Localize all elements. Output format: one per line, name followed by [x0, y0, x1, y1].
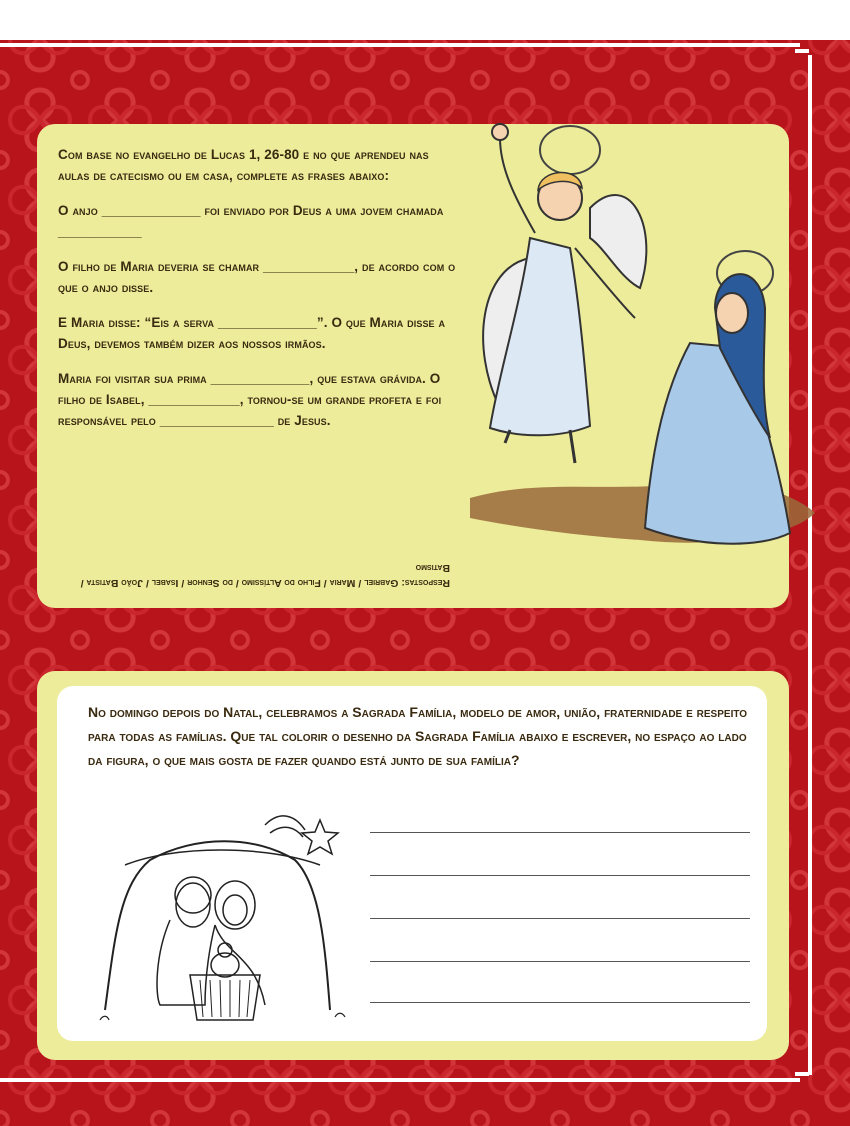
top-white-strip [0, 0, 850, 40]
sentence-cousin: Maria foi visitar sua prima _____________, que estava grávida. O filho de Isabel, ____________, tornou-se um grande profeta e foi responsável pelo _______________ de Jesus. [58, 371, 442, 428]
sentence-servant: E Maria disse: “Eis a serva _____________”. O que Maria disse a Deus, devemos também dizer aos nossos irmãos. [58, 315, 446, 351]
writing-line-5[interactable] [370, 1002, 750, 1003]
frame-corner-bottom [795, 1072, 809, 1076]
writing-line-4[interactable] [370, 961, 750, 962]
frame-top-line [0, 43, 800, 47]
frame-bottom-line [0, 1078, 800, 1082]
writing-line-1[interactable] [370, 832, 750, 833]
frame-corner-top [795, 49, 809, 53]
sentence-angel: O anjo _____________ foi enviado por Deus a uma jovem chamada ___________ [58, 203, 444, 239]
answers-upside-down: Respostas: Gabriel / Maria / Filho do Altíssimo / do Senhor / Isabel / João Batista / Batismo [80, 562, 450, 589]
writing-line-2[interactable] [370, 875, 750, 876]
activity-intro: Com base no evangelho de Lucas 1, 26-80 e no que aprendeu nas aulas de catecismo ou em casa, complete as frases abaixo: [58, 147, 429, 183]
annunciation-illustration [460, 108, 820, 558]
family-text: No domingo depois do Natal, celebramos a Sagrada Família, modelo de amor, união, fraternidade e respeito para todas as famílias. Que tal colorir o desenho da Sagrada Família abaixo e escrever, no espaço ao lado da figura, o que mais gosta de fazer quando está junto de sua família? [88, 704, 748, 768]
holy-family-drawing [95, 805, 355, 1030]
sentence-son-name: O filho de Maria deveria se chamar ____________, de acordo com o que o anjo disse. [58, 259, 456, 295]
writing-line-3[interactable] [370, 918, 750, 919]
activity-text [58, 144, 458, 445]
